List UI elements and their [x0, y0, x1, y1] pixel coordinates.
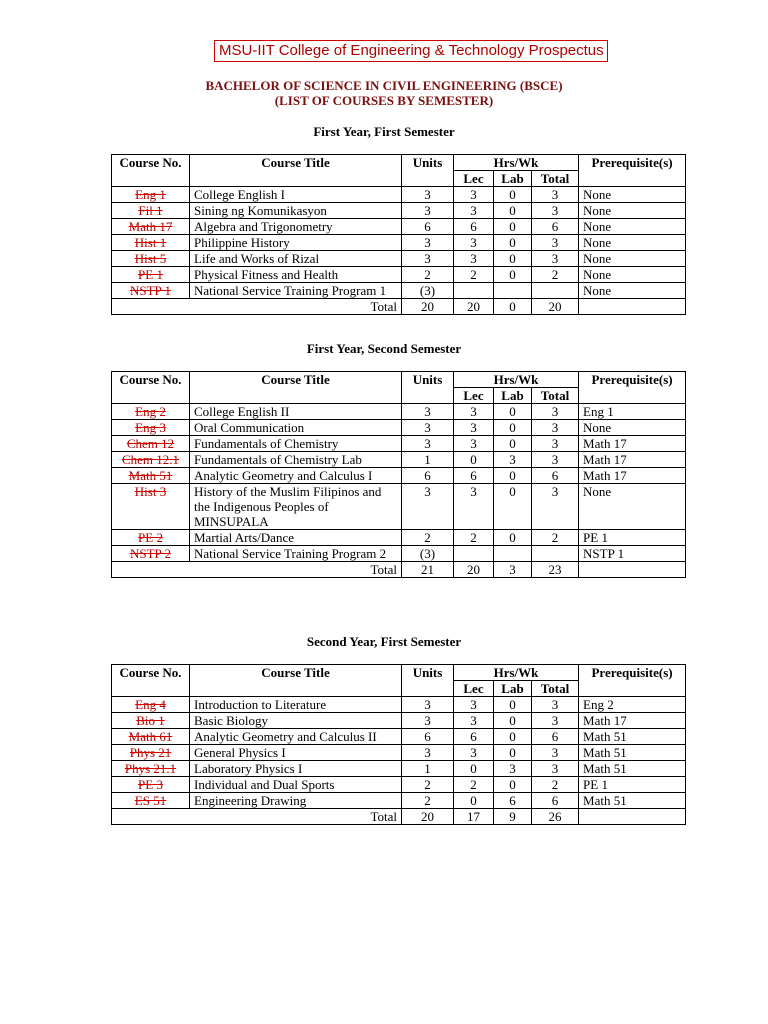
prerequisite: Math 51: [579, 761, 686, 777]
table-row: [112, 530, 686, 546]
col-header-total: Total: [532, 171, 579, 187]
units-value: 3: [402, 187, 454, 203]
total-hours: 2: [532, 267, 579, 283]
table-row: [112, 203, 686, 219]
prerequisite: None: [579, 420, 686, 436]
col-header-prerequisites: Prerequisite(s): [579, 665, 686, 697]
table-row: [112, 777, 686, 793]
course-no-cell: [112, 235, 190, 251]
prerequisite: Eng 2: [579, 697, 686, 713]
prerequisite: Math 51: [579, 793, 686, 809]
prerequisite: None: [579, 187, 686, 203]
units-value: 3: [402, 697, 454, 713]
table-row: [112, 745, 686, 761]
course-no: PE 2: [138, 530, 163, 545]
units-value: 3: [402, 404, 454, 420]
total-hours: 3: [532, 404, 579, 420]
lab-hours: 0: [494, 436, 532, 452]
semester-title-3: Second Year, First Semester: [306, 634, 462, 649]
units-value: 6: [402, 219, 454, 235]
lec-hours: 2: [454, 267, 494, 283]
total-hours: [532, 546, 579, 562]
lec-hours: 3: [454, 697, 494, 713]
course-no: Eng 1: [135, 187, 166, 202]
col-header-prerequisites: Prerequisite(s): [579, 372, 686, 404]
lab-hours: 0: [494, 404, 532, 420]
units-value: 3: [402, 420, 454, 436]
course-no-cell: [112, 697, 190, 713]
total-row: [112, 562, 686, 578]
prerequisite: Eng 1: [579, 404, 686, 420]
col-header-course-title: Course Title: [190, 372, 402, 404]
table-row: [112, 713, 686, 729]
course-no-cell: [112, 283, 190, 299]
prerequisite: Math 17: [579, 713, 686, 729]
course-no: NSTP 1: [129, 283, 172, 298]
lec-hours: 3: [454, 203, 494, 219]
table-row: [112, 283, 686, 299]
total-lec: 20: [454, 299, 494, 315]
course-title: Fundamentals of Chemistry: [190, 436, 402, 452]
lec-hours: 2: [454, 777, 494, 793]
prospectus-header: MSU-IIT College of Engineering & Technology Prospectus: [214, 40, 608, 62]
course-no: ES 51: [134, 793, 167, 808]
course-title: Basic Biology: [190, 713, 402, 729]
total-hours: 3: [532, 187, 579, 203]
course-no: PE 3: [138, 777, 163, 792]
total-lec: 20: [454, 562, 494, 578]
lab-hours: 0: [494, 235, 532, 251]
lec-hours: [454, 283, 494, 299]
table-row: [112, 251, 686, 267]
lec-hours: 6: [454, 468, 494, 484]
table-row: [112, 761, 686, 777]
total-hours: 6: [532, 468, 579, 484]
program-title-line1: BACHELOR OF SCIENCE IN CIVIL ENGINEERING (BSCE): [205, 78, 563, 93]
prerequisite: Math 51: [579, 745, 686, 761]
lab-hours: 0: [494, 729, 532, 745]
prerequisite: None: [579, 283, 686, 299]
total-prereq-empty: [579, 809, 686, 825]
course-title: General Physics I: [190, 745, 402, 761]
course-title: College English I: [190, 187, 402, 203]
total-prereq-empty: [579, 562, 686, 578]
course-no: Eng 3: [135, 420, 166, 435]
col-header-units: Units: [402, 665, 454, 697]
course-title: Individual and Dual Sports: [190, 777, 402, 793]
course-no: Chem 12.1: [121, 452, 180, 467]
course-no-cell: [112, 793, 190, 809]
table-row: [112, 697, 686, 713]
course-no: Hist 5: [134, 251, 167, 266]
lab-hours: 0: [494, 468, 532, 484]
lec-hours: 6: [454, 729, 494, 745]
lab-hours: 0: [494, 484, 532, 530]
lec-hours: 6: [454, 219, 494, 235]
col-header-hrs-wk: Hrs/Wk: [454, 665, 579, 681]
program-title-line2: (LIST OF COURSES BY SEMESTER): [274, 93, 494, 108]
table-row: [112, 793, 686, 809]
total-hours: 6: [532, 729, 579, 745]
col-header-course-title: Course Title: [190, 155, 402, 187]
course-title: Martial Arts/Dance: [190, 530, 402, 546]
course-no: Math 17: [128, 219, 173, 234]
table-row: [112, 404, 686, 420]
units-value: 3: [402, 713, 454, 729]
course-title: Algebra and Trigonometry: [190, 219, 402, 235]
total-total: 23: [532, 562, 579, 578]
table-row: [112, 452, 686, 468]
units-value: 1: [402, 761, 454, 777]
total-hours: 3: [532, 761, 579, 777]
total-hours: 3: [532, 436, 579, 452]
course-no: Math 51: [128, 468, 173, 483]
lec-hours: 3: [454, 251, 494, 267]
course-title: Sining ng Komunikasyon: [190, 203, 402, 219]
units-value: 3: [402, 251, 454, 267]
course-no: Eng 2: [135, 404, 166, 419]
prerequisite: Math 51: [579, 729, 686, 745]
lec-hours: 0: [454, 761, 494, 777]
course-title: Fundamentals of Chemistry Lab: [190, 452, 402, 468]
total-total: 26: [532, 809, 579, 825]
col-header-total: Total: [532, 388, 579, 404]
units-value: 2: [402, 530, 454, 546]
prerequisite: None: [579, 251, 686, 267]
total-hours: 2: [532, 777, 579, 793]
total-hours: 3: [532, 235, 579, 251]
total-units: 20: [402, 809, 454, 825]
course-title: Analytic Geometry and Calculus II: [190, 729, 402, 745]
col-header-hrs-wk: Hrs/Wk: [454, 372, 579, 388]
lab-hours: 0: [494, 697, 532, 713]
total-row: [112, 299, 686, 315]
total-hours: 6: [532, 793, 579, 809]
course-title: National Service Training Program 2: [190, 546, 402, 562]
prerequisite: None: [579, 484, 686, 530]
total-prereq-empty: [579, 299, 686, 315]
course-table-first-year-first-sem: [111, 154, 686, 315]
units-value: 3: [402, 484, 454, 530]
course-title: Philippine History: [190, 235, 402, 251]
course-no-cell: [112, 267, 190, 283]
table-row: [112, 235, 686, 251]
units-value: (3): [402, 283, 454, 299]
course-no-cell: [112, 420, 190, 436]
semester-title-1: First Year, First Semester: [313, 124, 455, 139]
total-hours: 3: [532, 697, 579, 713]
course-title: Laboratory Physics I: [190, 761, 402, 777]
col-header-prerequisites: Prerequisite(s): [579, 155, 686, 187]
prerequisite: PE 1: [579, 777, 686, 793]
course-no-cell: [112, 530, 190, 546]
course-title: Analytic Geometry and Calculus I: [190, 468, 402, 484]
course-title: National Service Training Program 1: [190, 283, 402, 299]
total-hours: 3: [532, 745, 579, 761]
units-value: 1: [402, 452, 454, 468]
course-no-cell: [112, 219, 190, 235]
units-value: 2: [402, 777, 454, 793]
course-no: NSTP 2: [129, 546, 172, 561]
total-hours: 3: [532, 713, 579, 729]
table-row: [112, 546, 686, 562]
prerequisite: PE 1: [579, 530, 686, 546]
lec-hours: 3: [454, 745, 494, 761]
total-label: Total: [112, 809, 402, 825]
total-hours: 3: [532, 452, 579, 468]
prerequisite: None: [579, 219, 686, 235]
col-header-course-title: Course Title: [190, 665, 402, 697]
table-row: [112, 420, 686, 436]
course-no: Chem 12: [126, 436, 175, 451]
table-row: [112, 219, 686, 235]
course-no-cell: [112, 203, 190, 219]
units-value: 2: [402, 267, 454, 283]
lab-hours: 0: [494, 219, 532, 235]
total-total: 20: [532, 299, 579, 315]
col-header-hrs-wk: Hrs/Wk: [454, 155, 579, 171]
lec-hours: 3: [454, 484, 494, 530]
course-no-cell: [112, 251, 190, 267]
units-value: 3: [402, 203, 454, 219]
course-no-cell: [112, 452, 190, 468]
lab-hours: [494, 546, 532, 562]
course-no: Bio 1: [136, 713, 165, 728]
prerequisite: Math 17: [579, 452, 686, 468]
course-no-cell: [112, 777, 190, 793]
course-no: Phys 21: [129, 745, 172, 760]
course-title: Physical Fitness and Health: [190, 267, 402, 283]
lec-hours: 3: [454, 436, 494, 452]
total-hours: 3: [532, 203, 579, 219]
lec-hours: 2: [454, 530, 494, 546]
lec-hours: 3: [454, 420, 494, 436]
total-hours: 3: [532, 484, 579, 530]
lec-hours: 3: [454, 404, 494, 420]
col-header-lec: Lec: [454, 681, 494, 697]
course-no-cell: [112, 546, 190, 562]
lab-hours: 0: [494, 187, 532, 203]
course-no: Math 61: [128, 729, 173, 744]
prerequisite: Math 17: [579, 436, 686, 452]
lab-hours: 3: [494, 452, 532, 468]
col-header-course-no: Course No.: [112, 665, 190, 697]
course-table-first-year-second-sem: [111, 371, 686, 578]
total-units: 21: [402, 562, 454, 578]
units-value: 6: [402, 468, 454, 484]
course-no: Eng 4: [135, 697, 166, 712]
course-title: Oral Communication: [190, 420, 402, 436]
total-lab: 9: [494, 809, 532, 825]
prerequisite: Math 17: [579, 468, 686, 484]
course-no: Phys 21.1: [124, 761, 177, 776]
table-row: [112, 187, 686, 203]
total-lab: 3: [494, 562, 532, 578]
course-table-second-year-first-sem: [111, 664, 686, 825]
col-header-units: Units: [402, 372, 454, 404]
lec-hours: 0: [454, 452, 494, 468]
units-value: 6: [402, 729, 454, 745]
course-no-cell: [112, 404, 190, 420]
total-lab: 0: [494, 299, 532, 315]
total-hours: 6: [532, 219, 579, 235]
course-no-cell: [112, 436, 190, 452]
table-row: [112, 729, 686, 745]
course-no: Hist 3: [134, 484, 167, 499]
lab-hours: 6: [494, 793, 532, 809]
lab-hours: 0: [494, 745, 532, 761]
course-title: College English II: [190, 404, 402, 420]
total-row: [112, 809, 686, 825]
table-row: [112, 484, 686, 530]
col-header-lab: Lab: [494, 171, 532, 187]
total-label: Total: [112, 299, 402, 315]
course-no: Hist 1: [134, 235, 167, 250]
lab-hours: 0: [494, 251, 532, 267]
course-no: Fil 1: [138, 203, 163, 218]
total-hours: 3: [532, 420, 579, 436]
units-value: 3: [402, 235, 454, 251]
col-header-course-no: Course No.: [112, 155, 190, 187]
col-header-lab: Lab: [494, 388, 532, 404]
units-value: 2: [402, 793, 454, 809]
course-no-cell: [112, 761, 190, 777]
course-no-cell: [112, 745, 190, 761]
prerequisite: None: [579, 267, 686, 283]
lec-hours: 3: [454, 187, 494, 203]
course-title: Life and Works of Rizal: [190, 251, 402, 267]
lab-hours: 0: [494, 267, 532, 283]
course-title: Introduction to Literature: [190, 697, 402, 713]
col-header-total: Total: [532, 681, 579, 697]
total-lec: 17: [454, 809, 494, 825]
prerequisite: None: [579, 235, 686, 251]
table-row: [112, 468, 686, 484]
total-hours: [532, 283, 579, 299]
course-title: Engineering Drawing: [190, 793, 402, 809]
lab-hours: 0: [494, 777, 532, 793]
lec-hours: 3: [454, 713, 494, 729]
total-hours: 3: [532, 251, 579, 267]
total-label: Total: [112, 562, 402, 578]
table-row: [112, 267, 686, 283]
lec-hours: 0: [454, 793, 494, 809]
col-header-lec: Lec: [454, 388, 494, 404]
course-no-cell: [112, 484, 190, 530]
course-no-cell: [112, 187, 190, 203]
course-title: History of the Muslim Filipinos and the Indigenous Peoples of MINSUPALA: [190, 484, 402, 530]
units-value: 3: [402, 436, 454, 452]
table-row: [112, 436, 686, 452]
col-header-course-no: Course No.: [112, 372, 190, 404]
col-header-lab: Lab: [494, 681, 532, 697]
lab-hours: [494, 283, 532, 299]
total-hours: 2: [532, 530, 579, 546]
semester-title-2: First Year, Second Semester: [306, 341, 462, 356]
units-value: 3: [402, 745, 454, 761]
prerequisite: None: [579, 203, 686, 219]
prerequisite: NSTP 1: [579, 546, 686, 562]
program-title: [0, 78, 768, 108]
col-header-lec: Lec: [454, 171, 494, 187]
lab-hours: 3: [494, 761, 532, 777]
course-no-cell: [112, 729, 190, 745]
lab-hours: 0: [494, 530, 532, 546]
lab-hours: 0: [494, 713, 532, 729]
col-header-units: Units: [402, 155, 454, 187]
lec-hours: [454, 546, 494, 562]
course-no-cell: [112, 468, 190, 484]
course-no-cell: [112, 713, 190, 729]
total-units: 20: [402, 299, 454, 315]
lab-hours: 0: [494, 420, 532, 436]
units-value: (3): [402, 546, 454, 562]
course-no: PE 1: [138, 267, 163, 282]
lec-hours: 3: [454, 235, 494, 251]
lab-hours: 0: [494, 203, 532, 219]
